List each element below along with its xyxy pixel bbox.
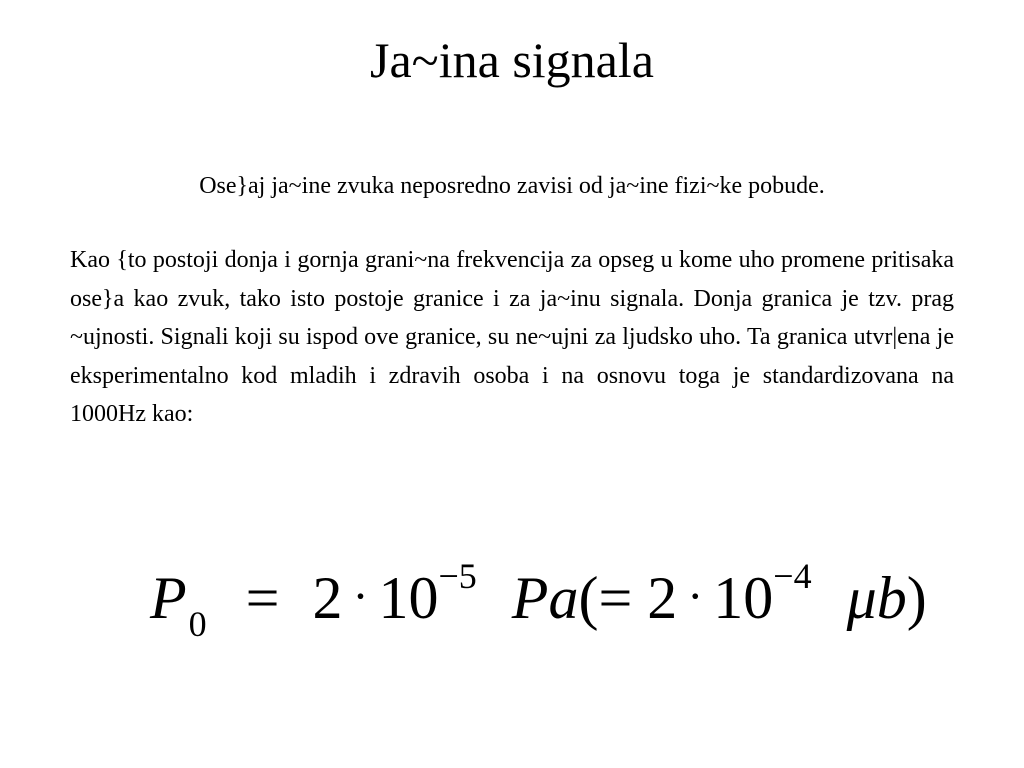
formula-paren-close: ) <box>906 565 927 631</box>
formula-unit2-b: b <box>876 565 907 631</box>
formula-unit2-mu: μ <box>846 565 877 631</box>
formula <box>150 556 927 678</box>
formula-unit: Pa <box>511 565 579 631</box>
body-paragraph: Kao {to postoji donja i gornja grani~na frekvencija za opseg u kome uho promene pritisaka ose}a kao zvuk, tako isto postoje granice i za ja~inu signala. Donja granica je tzv. prag ~ujnosti. Signali koji su ispod ove granice, su ne~ujni za ljudsko uho. Ta granica utvr|ena je eksperimentalno kod mladih i zdravih osoba i na osnovu toga je standardizovana na 1000Hz kao: <box>70 247 954 427</box>
formula-base: 10 <box>378 565 439 631</box>
formula-symbol: P <box>150 565 187 631</box>
slide-title: Ja~ina signala <box>370 32 654 88</box>
formula-exponent2: −4 <box>773 556 812 596</box>
formula-dot2: · <box>687 570 704 623</box>
formula-paren-open: ( <box>578 565 599 631</box>
formula-subscript: 0 <box>188 604 207 644</box>
formula-base2: 10 <box>713 565 774 631</box>
formula-coefficient2: 2 <box>647 565 678 631</box>
formula-exponent: −5 <box>438 556 477 596</box>
formula-dot: · <box>352 570 369 623</box>
formula-coefficient: 2 <box>312 565 343 631</box>
formula-equals: = <box>245 565 280 631</box>
formula-equals2: = <box>598 565 633 631</box>
slide-subtitle: Ose}aj ja~ine zvuka neposredno zavisi od ja~ine fizi~ke pobude. <box>199 173 825 199</box>
